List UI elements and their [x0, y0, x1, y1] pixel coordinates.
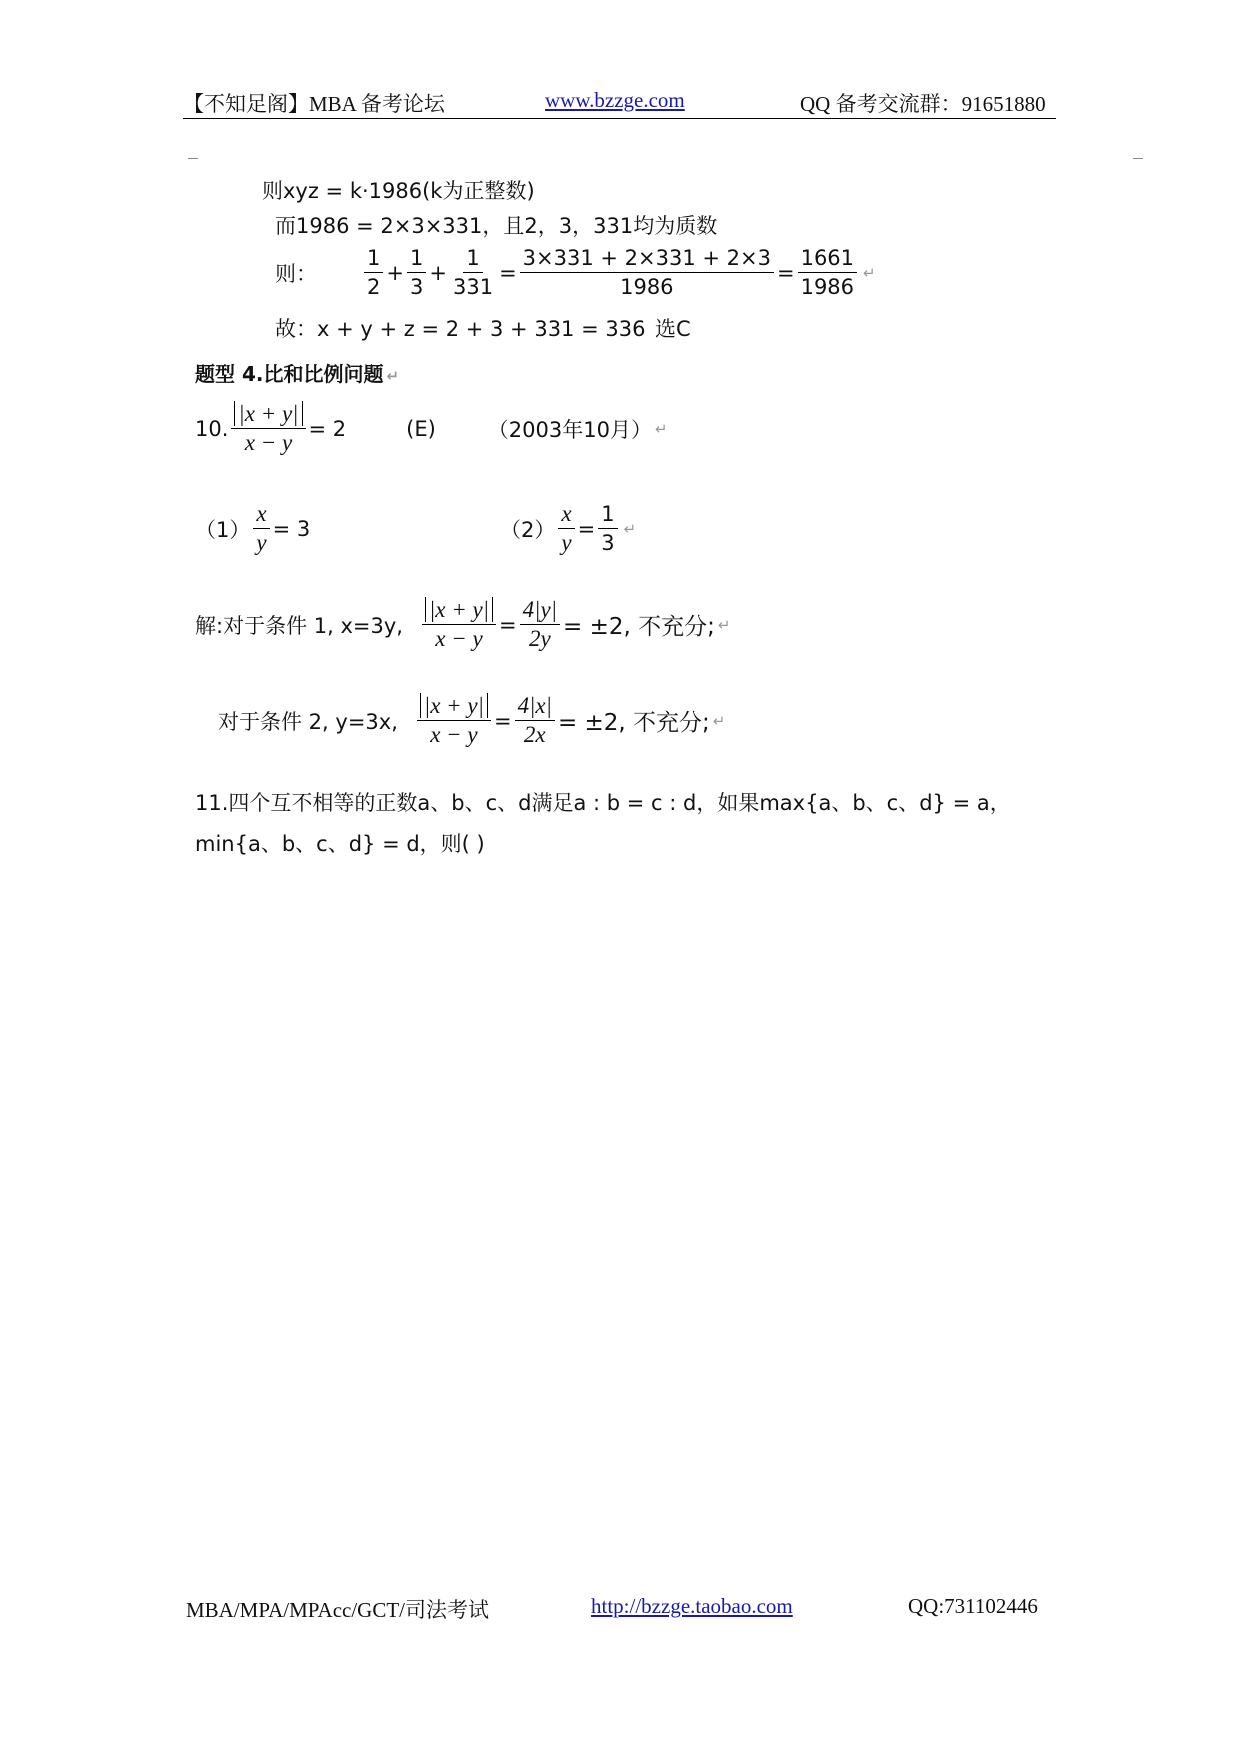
cond2-fraction — [558, 500, 574, 557]
numerator — [422, 596, 496, 625]
solution-line-2: 对于条件 2, y=3x, $\frac{|x + y|}{x - y}$ = $\frac{4|x|}{2x}$ = ±2, 不充分; ↵ — [218, 693, 726, 747]
header-website-link[interactable]: www.bzzge.com — [545, 88, 685, 112]
numerator: 1 — [364, 244, 383, 273]
condition-2: （2） $\frac{x}{y}$ = $\frac{1}{3}$ ↵ — [500, 501, 637, 555]
numerator — [231, 400, 305, 429]
header-divider — [183, 118, 1056, 119]
q10-fraction — [231, 400, 305, 457]
fraction-result — [798, 244, 857, 301]
numerator: 1 — [463, 244, 482, 273]
question-11-line-1: 11.四个互不相等的正数a、b、c、d满足a : b = c : d，如果max{a、b、c、d} = a， — [195, 791, 1011, 815]
denominator: x − y — [244, 430, 293, 455]
q10-rhs: = 2 — [308, 416, 347, 441]
cond1-fraction — [253, 500, 269, 557]
solution-line-1: 解:对于条件 1, x=3y, $\frac{|x + y|}{x - y}$ = $\frac{4|y|}{2y}$ = ±2, 不充分; ↵ — [195, 597, 731, 651]
choice-c: 选C — [655, 317, 691, 341]
return-mark-icon: ↵ — [654, 419, 668, 438]
abs-expr: |x + y| — [425, 597, 493, 622]
question-11-line-2: min{a、b、c、d} = d，则( ) — [195, 832, 485, 856]
footer-exams: MBA/MPA/MPAcc/GCT/司法考试 — [186, 1598, 490, 1622]
numerator: 1661 — [798, 244, 857, 273]
abs-expr: |x + y| — [234, 401, 302, 426]
denominator: y — [561, 530, 572, 555]
section-title-text: 题型 4.比和比例问题 — [195, 362, 384, 386]
numerator: 3×331 + 2×331 + 2×3 — [520, 244, 774, 273]
sol2-tail: = ±2, 不充分; — [557, 710, 710, 736]
sol1-prefix: 解:对于条件 1, x=3y, — [195, 613, 403, 638]
cond1-label: （1） — [195, 517, 251, 542]
return-mark-icon: ↵ — [712, 711, 726, 730]
line-xyz: 则xyz = k·1986(k为正整数) — [262, 179, 535, 203]
margin-mark-right — [1133, 158, 1143, 159]
line-1986-factor: 而1986 = 2×3×331，且2，3，331均为质数 — [275, 214, 718, 238]
fraction-1-331 — [450, 244, 496, 301]
fraction-1-3 — [407, 244, 426, 301]
denominator: x − y — [430, 722, 478, 747]
denominator: 1986 — [800, 275, 855, 299]
numerator: 1 — [598, 500, 617, 529]
sol2-prefix: 对于条件 2, y=3x, — [218, 709, 398, 734]
condition-1 — [195, 500, 310, 557]
sol1-tail: = ±2, 不充分; — [563, 614, 715, 640]
label-then: 则： — [275, 261, 317, 286]
denominator: 3 — [409, 275, 424, 299]
sol1-fraction-1 — [422, 596, 496, 653]
section-title — [195, 358, 399, 387]
question-number: 10. — [195, 416, 229, 441]
q10-answer: (E) — [406, 416, 436, 441]
line-fraction-sum: 则： $\frac{1}{2}$ + $\frac{1}{3}$ + $\frac{1}{331}$ = $\frac{3\times 331 + 2\times 331 + 2\times 3}{1986}$ = $\frac{1661}{1986}$ ↵ — [275, 246, 876, 299]
q10-source: （2003年10月） — [487, 417, 652, 442]
numerator — [417, 692, 491, 721]
denominator: 2 — [367, 275, 381, 299]
fraction-combined — [520, 244, 774, 301]
denominator: x − y — [435, 626, 483, 651]
return-mark-icon: ↵ — [623, 519, 637, 538]
sol1-fraction-2 — [520, 596, 560, 653]
denominator: 2y — [528, 626, 551, 651]
return-mark-icon: ↵ — [863, 263, 876, 282]
header-title: 【不知足阁】MBA 备考论坛 — [183, 92, 445, 116]
denominator: 1986 — [620, 275, 674, 299]
numerator: x — [253, 500, 269, 529]
footer-qq: QQ:731102446 — [908, 1594, 1038, 1618]
numerator: 4|y| — [520, 596, 560, 625]
abs-expr: |x + y| — [420, 693, 488, 718]
denominator: 3 — [601, 531, 615, 555]
denominator: 331 — [452, 275, 494, 299]
numerator: x — [558, 500, 574, 529]
sol2-fraction-2 — [515, 692, 555, 749]
numerator: 4|x| — [515, 692, 555, 721]
sol2-fraction-1 — [417, 692, 491, 749]
cond2-label: （2） — [500, 517, 556, 542]
footer-taobao-link[interactable]: http://bzzge.taobao.com — [591, 1594, 793, 1618]
return-mark-icon: ↵ — [717, 615, 731, 634]
numerator: 1 — [407, 244, 426, 273]
header-qq-group: QQ 备考交流群：91651880 — [800, 92, 1046, 116]
cond2-rhs-fraction — [598, 500, 617, 557]
fraction-1-2 — [364, 244, 383, 301]
question-10 — [195, 400, 668, 457]
line-sum-result: 故：x + y + z = 2 + 3 + 331 = 336 — [275, 317, 646, 341]
cond1-rhs: = 3 — [272, 516, 311, 541]
margin-mark-left — [188, 158, 198, 159]
return-mark-icon: ↵ — [386, 367, 400, 385]
denominator: 2x — [523, 722, 546, 747]
denominator: y — [256, 530, 267, 555]
